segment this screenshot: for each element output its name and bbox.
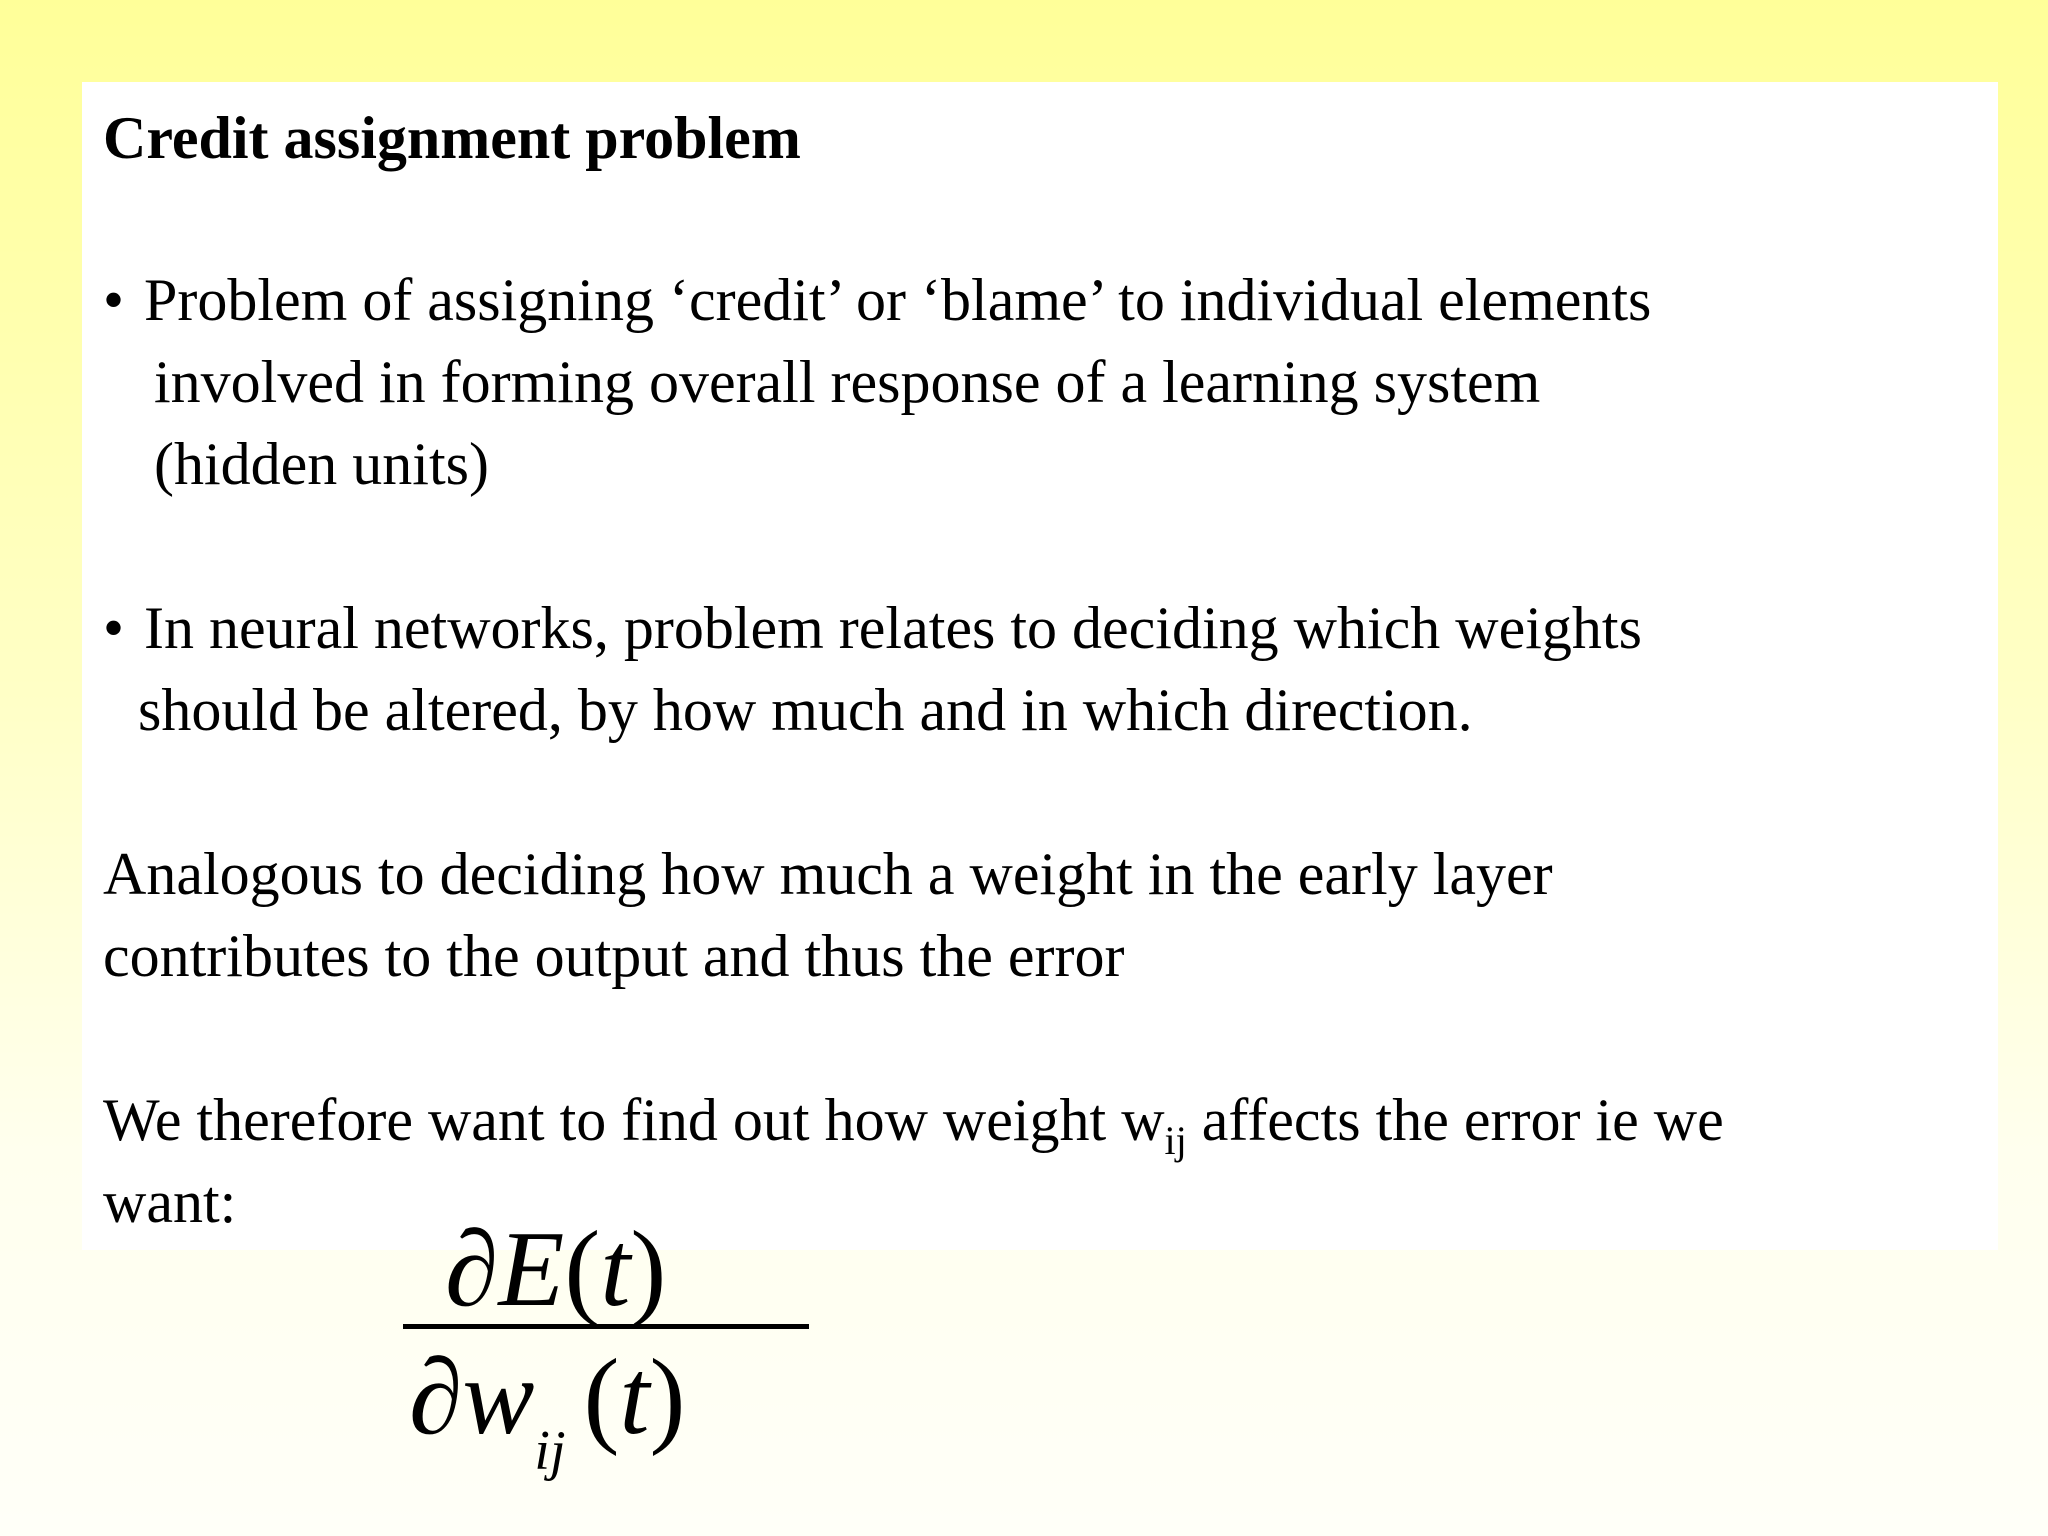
weight-variable: w <box>462 1338 535 1457</box>
bullet-marker-2: • <box>103 595 125 661</box>
para1-line1: Analogous to deciding how much a weight in the early layer <box>103 841 1553 907</box>
bullet1-line1: Problem of assigning ‘credit’ or ‘blame’ to individual elements <box>144 267 1652 333</box>
error-variable: E <box>498 1210 565 1329</box>
bullet-marker-1: • <box>103 267 125 333</box>
para2-line1-pre: We therefore want to find out how weight w <box>103 1087 1165 1153</box>
formula-denominator <box>409 1338 686 1482</box>
partial-symbol: ∂ <box>445 1210 499 1329</box>
numerator-argument: t <box>600 1210 631 1329</box>
para2-line1-post: affects the error ie we <box>1186 1087 1724 1153</box>
para2-line1 <box>103 1079 1724 1161</box>
slide-title: Credit assignment problem <box>103 105 801 171</box>
denominator-right-paren: ) <box>649 1338 686 1457</box>
weight-subscript: ij <box>1164 1118 1187 1163</box>
denominator-left-paren: ( <box>583 1338 620 1457</box>
bullet1-line2: involved in forming overall response of a learning system <box>154 349 1541 415</box>
numerator-right-paren: ) <box>630 1210 667 1329</box>
numerator-left-paren: ( <box>564 1210 601 1329</box>
formula-numerator <box>445 1210 666 1330</box>
bullet1-line3: (hidden units) <box>154 431 489 497</box>
denominator-argument: t <box>619 1338 650 1457</box>
para1-line2: contributes to the output and thus the error <box>103 923 1125 989</box>
weight-index-subscript: ij <box>534 1420 566 1482</box>
partial-derivative-formula <box>395 1210 835 1500</box>
fraction-bar <box>403 1324 809 1329</box>
para2-line2: want: <box>103 1169 237 1235</box>
bullet2-line2: should be altered, by how much and in which direction. <box>138 677 1473 743</box>
partial-symbol: ∂ <box>409 1338 463 1457</box>
bullet2-line1: In neural networks, problem relates to deciding which weights <box>144 595 1642 661</box>
